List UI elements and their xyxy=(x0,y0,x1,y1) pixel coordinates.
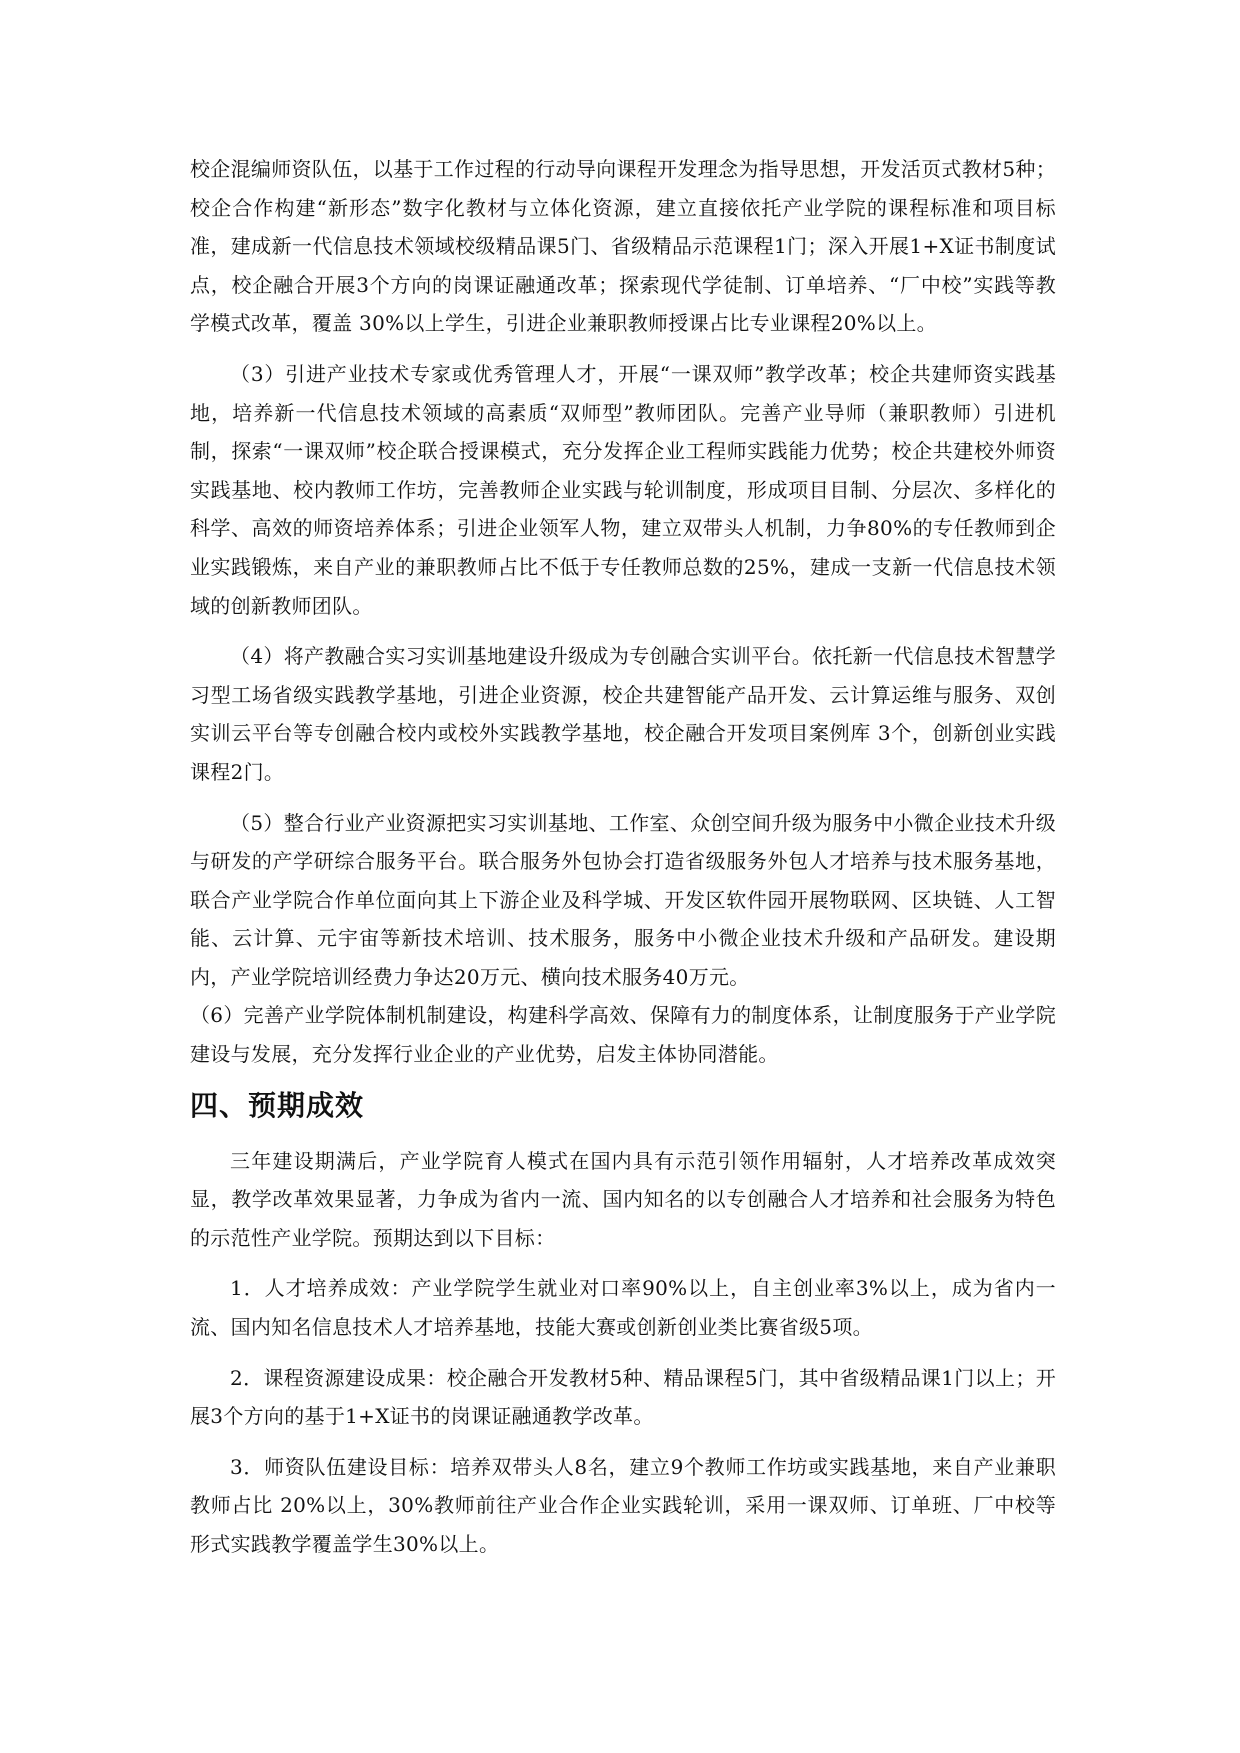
paragraph-item-6: （6）完善产业学院体制机制建设，构建科学高效、保障有力的制度体系，让制度服务于产业学院建设与发展，充分发挥行业企业的产业优势，启发主体协同潜能。 xyxy=(190,1003,1056,1067)
outcome-item-3: 3．师资队伍建设目标：培养双带头人8名，建立9个教师工作坊或实践基地，来自产业兼职教师占比 20%以上，30%教师前往产业合作企业实践轮训，采用一课双师、订单班、厂中校等形式实践教学覆盖学生30%以上。 xyxy=(190,1454,1056,1556)
paragraph-outcome-intro: 三年建设期满后，产业学院育人模式在国内具有示范引领作用辐射，人才培养改革成效突显，教学改革效果显著，力争成为省内一流、国内知名的以专创融合人才培养和社会服务为特色的示范性产业学院。预期达到以下目标： xyxy=(190,1148,1056,1250)
section-heading-expected-results: 四、预期成效 xyxy=(190,1088,365,1122)
outcome-item-1: 1．人才培养成效：产业学院学生就业对口率90%以上，自主创业率3%以上，成为省内一流、国内知名信息技术人才培养基地，技能大赛或创新创业类比赛省级5项。 xyxy=(190,1276,1056,1340)
paragraph-item-5: （5）整合行业产业资源把实习实训基地、工作室、众创空间升级为服务中小微企业技术升级与研发的产学研综合服务平台。联合服务外包协会打造省级服务外包人才培养与技术服务基地，联合产业学院合作单位面向其上下游企业及科学城、开发区软件园开展物联网、区块链、人工智能、云计算、元宇宙等新技术培训、技术服务，服务中小微企业技术升级和产品研发。建设期内，产业学院培训经费力争达20万元、横向技术服务40万元。 xyxy=(190,810,1056,989)
paragraph-item-3: （3）引进产业技术专家或优秀管理人才，开展“一课双师”教学改革；校企共建师资实践基地，培养新一代信息技术领域的高素质“双师型”教师团队。完善产业导师（兼职教师）引进机制，探索“一课双师”校企联合授课模式，充分发挥企业工程师实践能力优势；校企共建校外师资实践基地、校内教师工作坊，完善教师企业实践与轮训制度，形成项目目制、分层次、多样化的科学、高效的师资培养体系；引进企业领军人物，建立双带头人机制，力争80%的专任教师到企业实践锻炼，来自产业的兼职教师占比不低于专任教师总数的25%，建成一支新一代信息技术领域的创新教师团队。 xyxy=(190,361,1056,618)
paragraph-intro: 校企混编师资队伍，以基于工作过程的行动导向课程开发理念为指导思想，开发活页式教材5种；校企合作构建“新形态”数字化教材与立体化资源，建立直接依托产业学院的课程标准和项目标准，建成新一代信息技术领域校级精品课5门、省级精品示范课程1门；深入开展1+X证书制度试点，校企融合开展3个方向的岗课证融通改革；探索现代学徒制、订单培养、“厂中校”实践等教学模式改革，覆盖 30%以上学生，引进企业兼职教师授课占比专业课程20%以上。 xyxy=(190,157,1056,336)
paragraph-item-4: （4）将产教融合实习实训基地建设升级成为专创融合实训平台。依托新一代信息技术智慧学习型工场省级实践教学基地，引进企业资源，校企共建智能产品开发、云计算运维与服务、双创实训云平台等专创融合校内或校外实践教学基地，校企融合开发项目案例库 3个，创新创业实践课程2门。 xyxy=(190,644,1056,784)
outcome-item-2: 2．课程资源建设成果：校企融合开发教材5种、精品课程5门，其中省级精品课1门以上；开展3个方向的基于1+X证书的岗课证融通教学改革。 xyxy=(190,1365,1056,1429)
document-body xyxy=(190,150,1056,1564)
